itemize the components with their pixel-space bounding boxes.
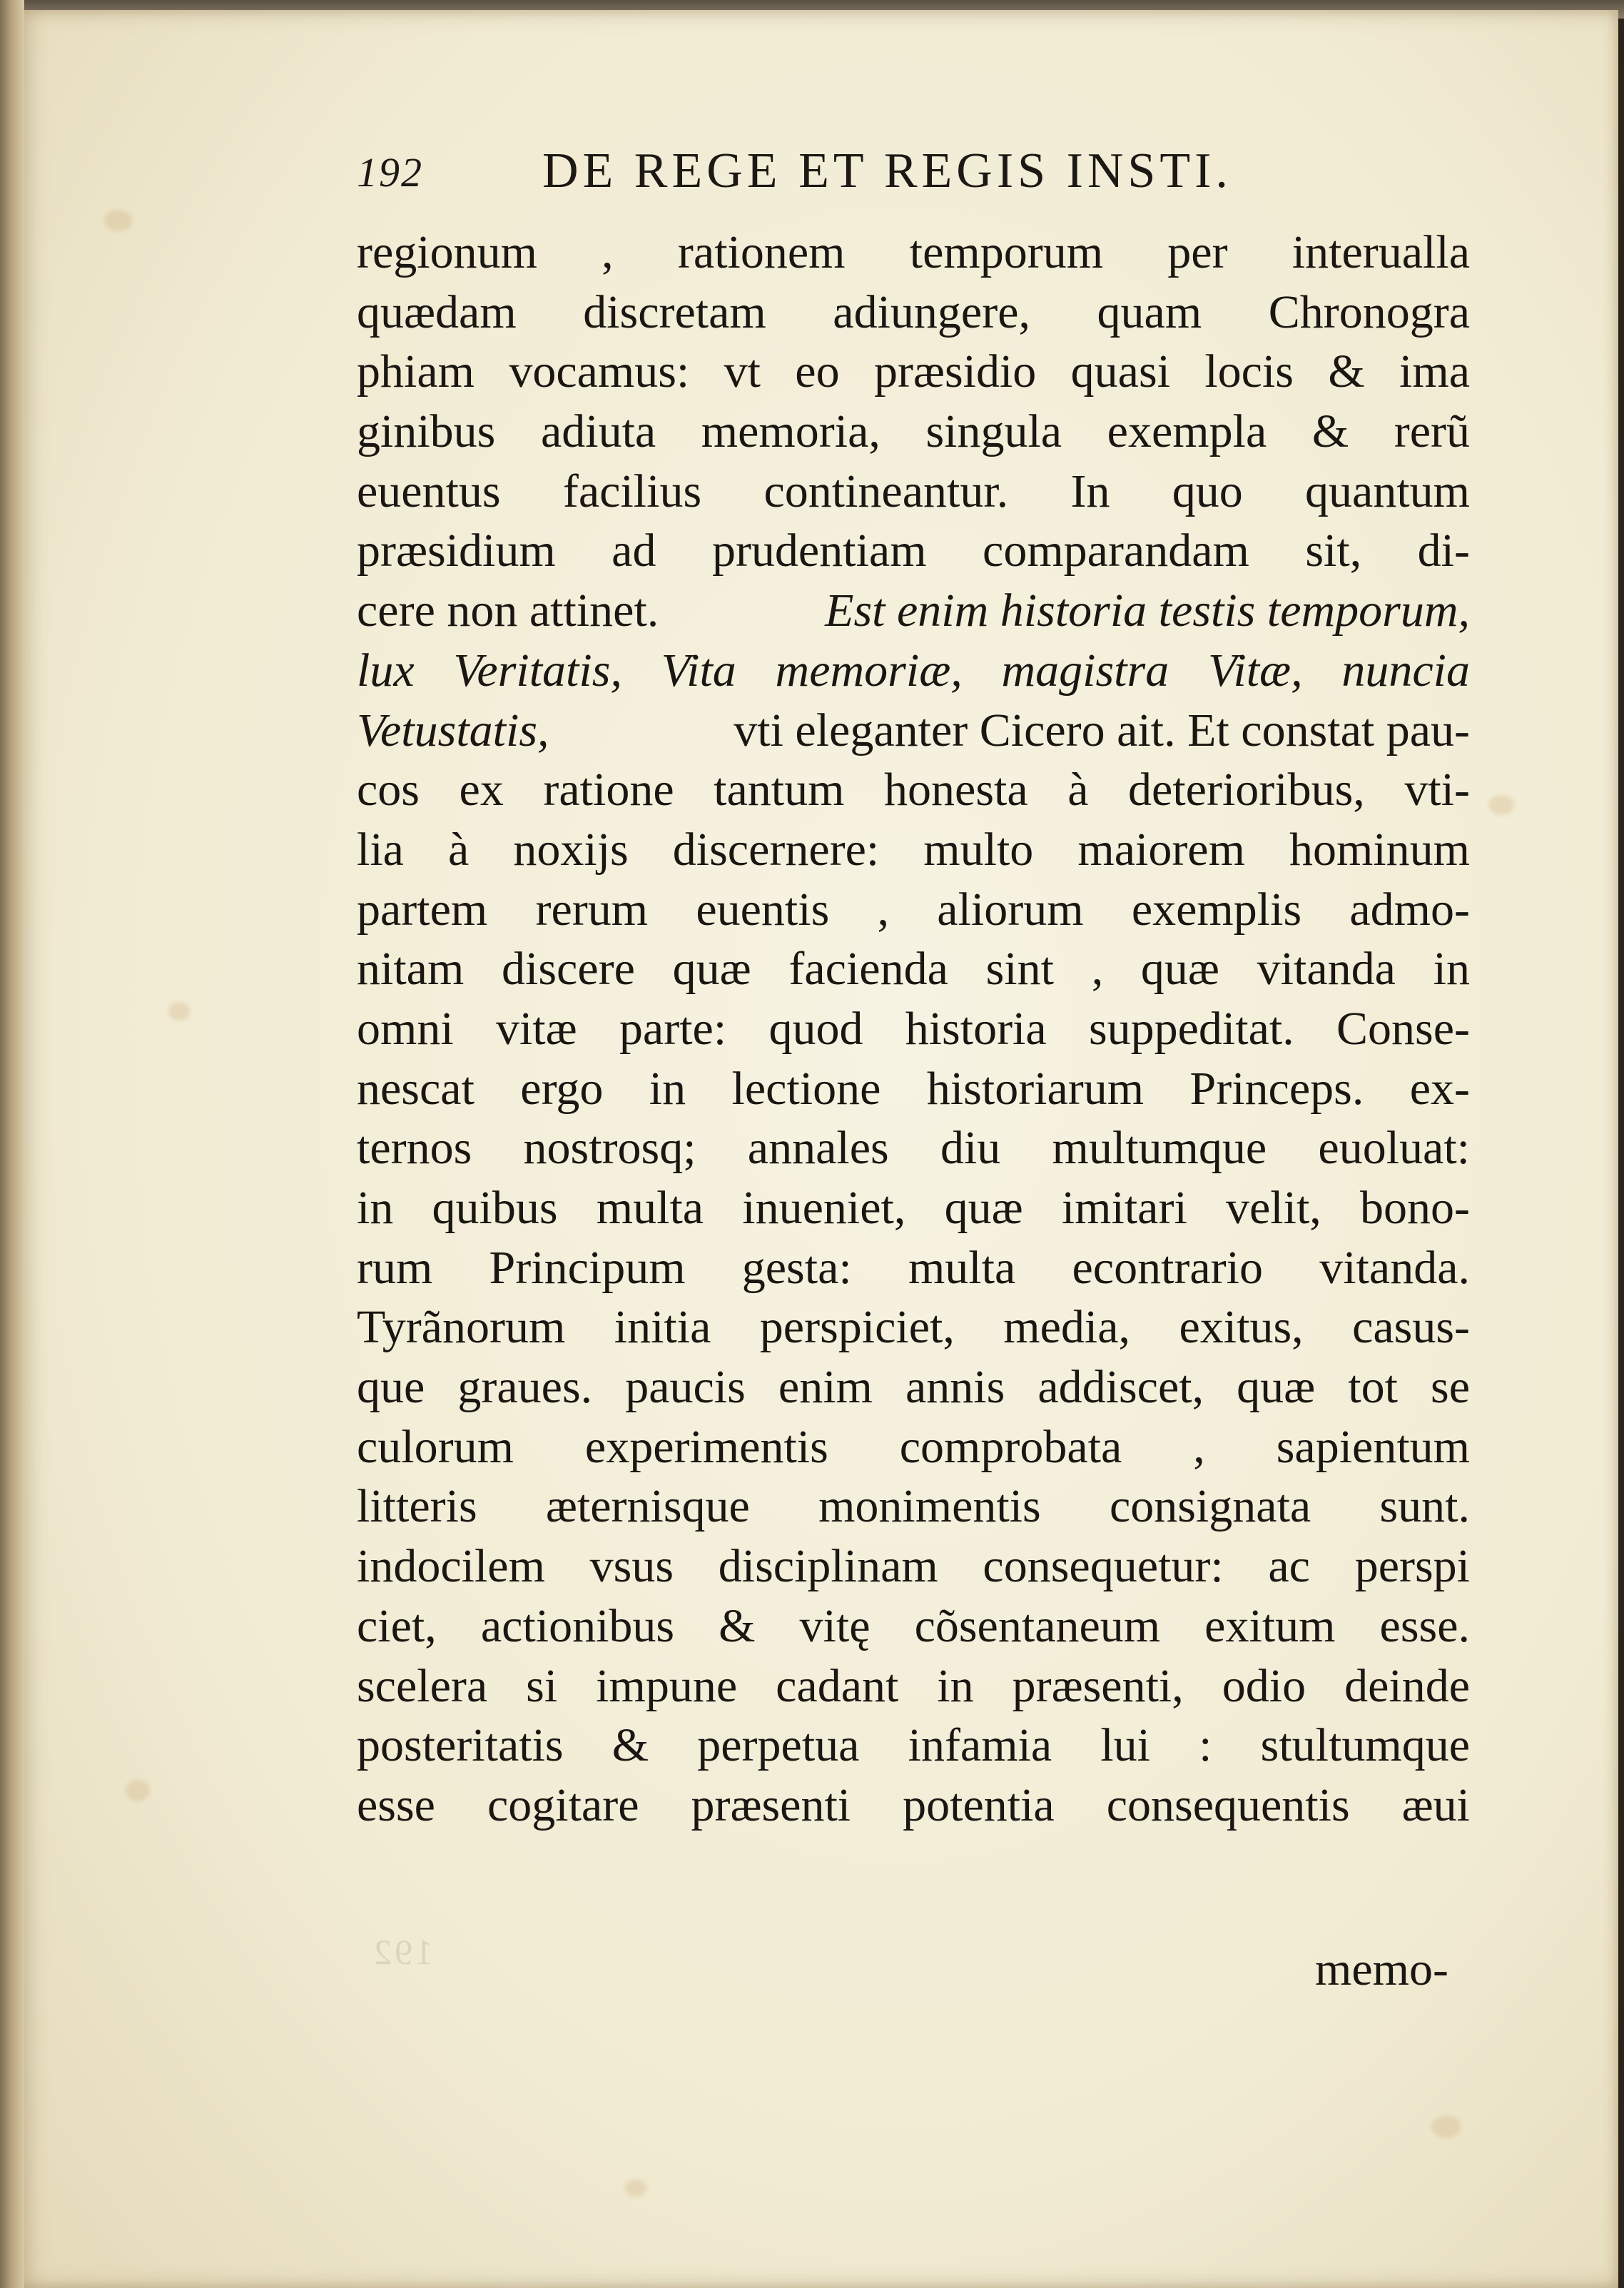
text-line: omni vitæ parte: quod historia suppeditat. Conse- — [357, 1002, 1470, 1055]
text-line: indocilem vsus disciplinam consequetur: ac perspi — [357, 1540, 1470, 1593]
text-line: esse cogitare præsenti potentia consequentis æui — [357, 1778, 1470, 1831]
catchword: memo- — [1315, 1943, 1448, 1995]
bleed-through-text: 192 — [371, 1932, 433, 1972]
foxing-spot — [168, 1002, 190, 1021]
text-line: litteris æternisque monimentis consignata sunt. — [357, 1480, 1470, 1533]
text-line: phiam vocamus: vt eo præsidio quasi locis & ima — [357, 345, 1470, 398]
text-line: regionum , rationem temporum per interualla — [357, 226, 1470, 278]
text-roman-segment: cere non attinet. — [357, 584, 659, 637]
text-line: culorum experimentis comprobata , sapientum — [357, 1420, 1470, 1473]
page-number: 192 — [357, 149, 423, 196]
text-line: quædam discretam adiungere, quam Chronogra — [357, 285, 1470, 338]
foxing-spot — [1488, 795, 1514, 815]
cicero-quotation: Est enim historia testis temporum, — [825, 584, 1470, 637]
running-title: DE REGE ET REGIS INSTI. — [542, 143, 1232, 198]
foxing-spot — [126, 1780, 150, 1801]
foxing-spot — [104, 210, 133, 231]
text-line: lia à noxijs discernere: multo maiorem hominum — [357, 823, 1470, 876]
text-line: præsidium ad prudentiam comparandam sit, di- — [357, 525, 1470, 577]
body-text — [357, 223, 1470, 1836]
book-spine-edge — [0, 0, 24, 2288]
foxing-spot — [625, 2180, 646, 2197]
text-line: nescat ergo in lectione historiarum Princeps. ex- — [357, 1062, 1470, 1115]
text-line: ginibus adiuta memoria, singula exempla & rerũ — [357, 405, 1470, 458]
text-line: nitam discere quæ facienda sint , quæ vitanda in — [357, 943, 1470, 996]
text-line: ternos nostrosq; annales diu multumque euoluat: — [357, 1122, 1470, 1175]
text-line: ciet, actionibus & vitę cõsentaneum exitum esse. — [357, 1599, 1470, 1652]
text-line: scelera si impune cadant in præsenti, odio deinde — [357, 1659, 1470, 1712]
text-line: rum Principum gesta: multa econtrario vitanda. — [357, 1241, 1470, 1294]
foxing-spot — [1431, 2115, 1461, 2138]
cicero-quotation: Vetustatis, — [357, 704, 549, 756]
cicero-quotation: lux Veritatis, Vita memoriæ, magistra Vitæ, nuncia — [357, 644, 1470, 697]
text-line — [357, 701, 1470, 761]
text-line: posteritatis & perpetua infamia lui : stultumque — [357, 1719, 1470, 1772]
text-roman-segment: vti eleganter Cicero ait. Et constat pau- — [734, 704, 1470, 756]
running-head — [357, 143, 1470, 207]
text-line: Tyrãnorum initia perspiciet, media, exitus, casus- — [357, 1301, 1470, 1354]
text-line: cos ex ratione tantum honesta à deterioribus, vti- — [357, 764, 1470, 816]
text-line: partem rerum euentis , aliorum exemplis admo- — [357, 883, 1470, 936]
text-line: que graues. paucis enim annis addiscet, quæ tot se — [357, 1361, 1470, 1414]
text-line: in quibus multa inueniet, quæ imitari velit, bono- — [357, 1182, 1470, 1234]
text-line: euentus facilius contineantur. In quo quantum — [357, 465, 1470, 517]
text-line — [357, 581, 1470, 641]
